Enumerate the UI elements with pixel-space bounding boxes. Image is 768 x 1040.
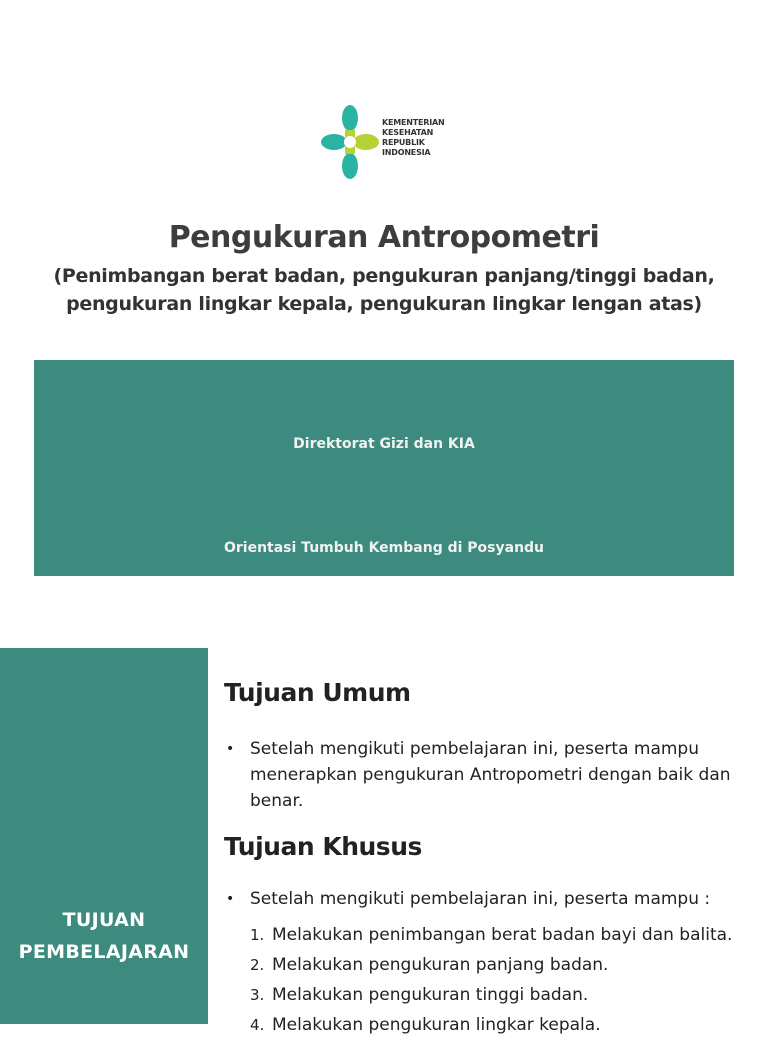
tujuan-khusus-list [250, 920, 760, 1040]
logo-line: KESEHATAN [382, 128, 434, 137]
ministry-logo [320, 104, 460, 182]
slide-title: Pengukuran Antropometri [168, 220, 600, 255]
directorate-label: Direktorat Gizi dan KIA [293, 436, 475, 452]
tujuan-khusus-heading: Tujuan Khusus [224, 832, 422, 861]
kemenkes-leaf-logo-icon [320, 104, 380, 182]
list-item [250, 980, 760, 1010]
sidebar-label-line: TUJUAN [62, 909, 146, 931]
list-item-text: Melakukan pengukuran lingkar kepala. [272, 1015, 601, 1035]
list-item-number: 1. [250, 926, 265, 944]
sidebar-panel [0, 648, 208, 1024]
tujuan-umum-heading: Tujuan Umum [224, 678, 411, 707]
objectives-content [222, 648, 762, 1035]
list-item-text: Melakukan pengukuran tinggi badan. [272, 985, 589, 1005]
list-item-number: 4. [250, 1016, 265, 1034]
logo-text [382, 118, 445, 158]
bullet-icon: • [226, 741, 235, 757]
bullet-text: Setelah mengikuti pembelajaran ini, peserta mampu : [250, 889, 711, 909]
list-item [250, 1010, 760, 1040]
list-item [250, 950, 760, 980]
logo-line: REPUBLIK [382, 138, 425, 147]
list-item-number: 3. [250, 986, 265, 1004]
orientation-label: Orientasi Tumbuh Kembang di Posyandu [223, 540, 545, 556]
bullet-text: Setelah mengikuti pembelajaran ini, peserta mampu menerapkan pengukuran Antropometri dengan baik dan benar. [250, 739, 731, 811]
sidebar-label-line: PEMBELAJARAN [18, 941, 190, 963]
list-item-text: Melakukan penimbangan berat badan bayi dan balita. [272, 925, 733, 945]
logo-line: KEMENTERIAN [382, 118, 445, 127]
sidebar-label [0, 904, 208, 968]
list-item-text: Melakukan pengukuran panjang badan. [272, 955, 609, 975]
bullet-icon: • [226, 891, 235, 907]
list-item-number: 2. [250, 956, 265, 974]
objectives-slide [0, 648, 768, 1035]
logo-line: INDONESIA [382, 148, 431, 157]
subtitle-line: (Penimbangan berat badan, pengukuran panjang/tinggi badan, [53, 265, 715, 287]
subtitle-line: pengukuran lingkar kepala, pengukuran lingkar lengan atas) [66, 293, 702, 315]
slide-subtitle [0, 262, 768, 318]
list-item [250, 920, 760, 950]
